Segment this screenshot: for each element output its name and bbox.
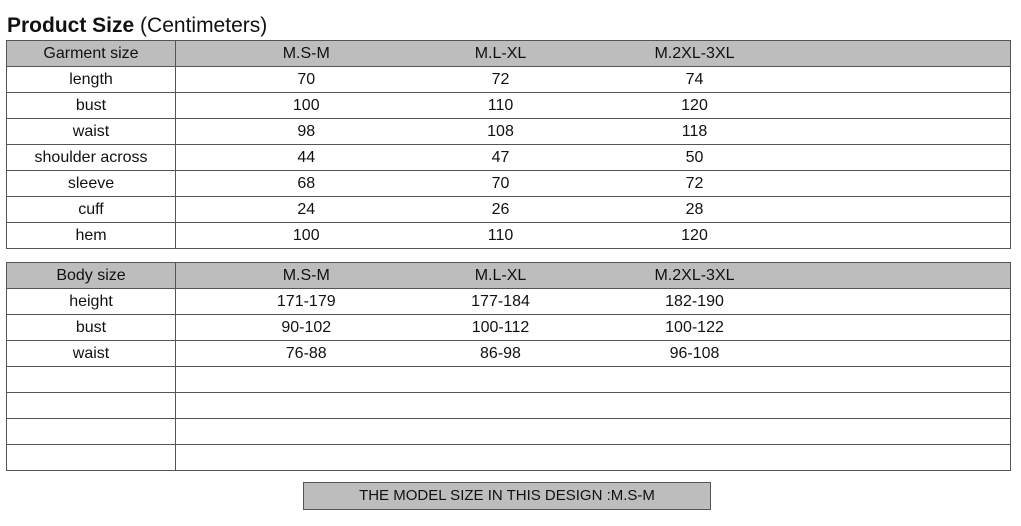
size-header: M.L-XL (437, 263, 565, 289)
measurement-cell (176, 445, 437, 471)
table-row (7, 223, 1011, 249)
measurement-cell (565, 393, 825, 419)
measurement-cell: 50 (565, 145, 825, 171)
row-label: bust (7, 315, 176, 341)
row-filler (825, 367, 1011, 393)
measurement-cell: 110 (437, 223, 565, 249)
row-label (7, 419, 176, 445)
table-row (7, 119, 1011, 145)
measurement-cell: 68 (176, 171, 437, 197)
measurement-cell (176, 419, 437, 445)
table-header-row (7, 41, 1011, 67)
table-row (7, 93, 1011, 119)
measurement-cell: 44 (176, 145, 437, 171)
size-header: M.S-M (176, 41, 437, 67)
row-label: hem (7, 223, 176, 249)
row-label: height (7, 289, 176, 315)
measurement-cell: 100-122 (565, 315, 825, 341)
measurement-cell: 182-190 (565, 289, 825, 315)
row-label (7, 367, 176, 393)
measurement-cell (565, 367, 825, 393)
row-label: shoulder across (7, 145, 176, 171)
measurement-cell (565, 419, 825, 445)
measurement-cell (437, 393, 565, 419)
row-label: bust (7, 93, 176, 119)
table-row (7, 67, 1011, 93)
size-header: M.S-M (176, 263, 437, 289)
model-size-note: THE MODEL SIZE IN THIS DESIGN :M.S-M (303, 482, 711, 510)
header-label: Garment size (7, 41, 176, 67)
row-filler (825, 419, 1011, 445)
measurement-cell: 86-98 (437, 341, 565, 367)
measurement-cell: 24 (176, 197, 437, 223)
measurement-cell: 47 (437, 145, 565, 171)
row-label: sleeve (7, 171, 176, 197)
table-row (7, 393, 1011, 419)
measurement-cell: 120 (565, 93, 825, 119)
size-header: M.2XL-3XL (565, 41, 825, 67)
measurement-cell: 171-179 (176, 289, 437, 315)
measurement-cell: 96-108 (565, 341, 825, 367)
row-label: length (7, 67, 176, 93)
table-row (7, 171, 1011, 197)
size-header: M.L-XL (437, 41, 565, 67)
measurement-cell: 70 (437, 171, 565, 197)
row-filler (825, 315, 1011, 341)
measurement-cell: 100 (176, 93, 437, 119)
table-row (7, 341, 1011, 367)
measurement-cell: 100-112 (437, 315, 565, 341)
table-row (7, 145, 1011, 171)
row-label: waist (7, 341, 176, 367)
measurement-cell: 72 (565, 171, 825, 197)
measurement-cell: 110 (437, 93, 565, 119)
table-row (7, 315, 1011, 341)
measurement-cell: 118 (565, 119, 825, 145)
measurement-cell: 177-184 (437, 289, 565, 315)
row-filler (825, 171, 1011, 197)
measurement-cell: 26 (437, 197, 565, 223)
table-row (7, 419, 1011, 445)
measurement-cell: 100 (176, 223, 437, 249)
title-main: Product Size (7, 14, 135, 37)
row-label (7, 393, 176, 419)
measurement-cell: 90-102 (176, 315, 437, 341)
measurement-cell: 98 (176, 119, 437, 145)
row-filler (825, 67, 1011, 93)
measurement-cell (437, 419, 565, 445)
table-row (7, 289, 1011, 315)
header-label: Body size (7, 263, 176, 289)
measurement-cell (176, 393, 437, 419)
header-filler (825, 41, 1011, 67)
measurement-cell: 28 (565, 197, 825, 223)
row-label: waist (7, 119, 176, 145)
table-row (7, 197, 1011, 223)
row-filler (825, 197, 1011, 223)
row-filler (825, 145, 1011, 171)
row-filler (825, 289, 1011, 315)
row-filler (825, 393, 1011, 419)
page-title (7, 12, 267, 40)
table-row (7, 367, 1011, 393)
measurement-cell (176, 367, 437, 393)
measurement-cell: 72 (437, 67, 565, 93)
title-unit: (Centimeters) (140, 14, 268, 37)
row-filler (825, 341, 1011, 367)
measurement-cell: 70 (176, 67, 437, 93)
measurement-cell: 74 (565, 67, 825, 93)
row-filler (825, 93, 1011, 119)
row-label (7, 445, 176, 471)
table-row (7, 445, 1011, 471)
measurement-cell: 76-88 (176, 341, 437, 367)
row-filler (825, 445, 1011, 471)
size-header: M.2XL-3XL (565, 263, 825, 289)
row-label: cuff (7, 197, 176, 223)
measurement-cell (437, 367, 565, 393)
measurement-cell: 108 (437, 119, 565, 145)
garment-size-table (6, 40, 1011, 249)
row-filler (825, 223, 1011, 249)
measurement-cell: 120 (565, 223, 825, 249)
table-header-row (7, 263, 1011, 289)
body-size-table (6, 262, 1011, 471)
measurement-cell (437, 445, 565, 471)
measurement-cell (565, 445, 825, 471)
header-filler (825, 263, 1011, 289)
row-filler (825, 119, 1011, 145)
